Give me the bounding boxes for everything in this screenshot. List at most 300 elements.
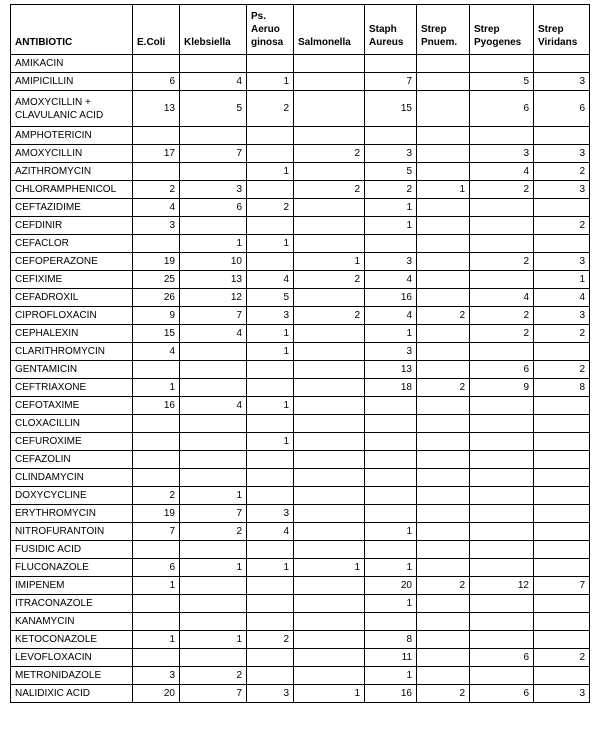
- count-cell-strep-viridans: 2: [534, 649, 590, 667]
- column-header-strep-pyogenes: Strep Pyogenes: [470, 5, 534, 55]
- count-cell-strep-pyogenes: [470, 631, 534, 649]
- table-row: [11, 343, 590, 361]
- count-cell-klebsiella: 1: [180, 559, 247, 577]
- column-header-salmonella: Salmonella: [294, 5, 365, 55]
- count-cell-klebsiella: 2: [180, 667, 247, 685]
- antibiotic-name-cell: CLINDAMYCIN: [11, 469, 133, 487]
- count-cell-e-coli: [133, 127, 180, 145]
- table-row: [11, 73, 590, 91]
- antibiotic-name-cell: NITROFURANTOIN: [11, 523, 133, 541]
- table-row: [11, 361, 590, 379]
- count-cell-strep-viridans: [534, 613, 590, 631]
- count-cell-staph-aureus: [365, 415, 417, 433]
- count-cell-ps-aeruginosa: 4: [247, 523, 294, 541]
- count-cell-ps-aeruginosa: 1: [247, 163, 294, 181]
- count-cell-salmonella: 1: [294, 685, 365, 703]
- count-cell-ps-aeruginosa: 3: [247, 685, 294, 703]
- count-cell-strep-viridans: 2: [534, 361, 590, 379]
- table-row: [11, 127, 590, 145]
- count-cell-strep-viridans: 7: [534, 577, 590, 595]
- count-cell-strep-pneum: [417, 289, 470, 307]
- count-cell-e-coli: 2: [133, 181, 180, 199]
- count-cell-staph-aureus: [365, 397, 417, 415]
- count-cell-strep-pneum: [417, 361, 470, 379]
- table-row: [11, 631, 590, 649]
- count-cell-strep-pyogenes: [470, 127, 534, 145]
- count-cell-ps-aeruginosa: 3: [247, 505, 294, 523]
- count-cell-strep-pyogenes: 4: [470, 289, 534, 307]
- count-cell-staph-aureus: 1: [365, 595, 417, 613]
- count-cell-klebsiella: [180, 451, 247, 469]
- antibiotic-name-cell: AMPHOTERICIN: [11, 127, 133, 145]
- count-cell-e-coli: [133, 433, 180, 451]
- count-cell-staph-aureus: 16: [365, 289, 417, 307]
- count-cell-staph-aureus: 16: [365, 685, 417, 703]
- count-cell-strep-pneum: 2: [417, 685, 470, 703]
- count-cell-strep-pyogenes: 2: [470, 253, 534, 271]
- count-cell-salmonella: [294, 163, 365, 181]
- table-row: [11, 55, 590, 73]
- count-cell-strep-pneum: [417, 523, 470, 541]
- antibiotic-name-cell: AMIKACIN: [11, 55, 133, 73]
- count-cell-strep-pyogenes: [470, 235, 534, 253]
- count-cell-salmonella: [294, 451, 365, 469]
- antibiotic-name-cell: ERYTHROMYCIN: [11, 505, 133, 523]
- antibiotic-name-cell: CHLORAMPHENICOL: [11, 181, 133, 199]
- count-cell-e-coli: 9: [133, 307, 180, 325]
- antibiotic-name-cell: NALIDIXIC ACID: [11, 685, 133, 703]
- count-cell-ps-aeruginosa: 1: [247, 559, 294, 577]
- table-row: [11, 145, 590, 163]
- count-cell-salmonella: [294, 433, 365, 451]
- count-cell-strep-pneum: [417, 217, 470, 235]
- count-cell-salmonella: [294, 235, 365, 253]
- count-cell-klebsiella: [180, 415, 247, 433]
- count-cell-strep-viridans: 4: [534, 289, 590, 307]
- count-cell-strep-pneum: [417, 199, 470, 217]
- count-cell-klebsiella: [180, 613, 247, 631]
- count-cell-strep-pyogenes: [470, 667, 534, 685]
- count-cell-ps-aeruginosa: 4: [247, 271, 294, 289]
- table-row: [11, 235, 590, 253]
- count-cell-e-coli: 1: [133, 379, 180, 397]
- count-cell-klebsiella: [180, 649, 247, 667]
- antibiotic-name-cell: CEFOTAXIME: [11, 397, 133, 415]
- count-cell-strep-viridans: [534, 667, 590, 685]
- antibiotic-name-cell: CEFIXIME: [11, 271, 133, 289]
- count-cell-staph-aureus: [365, 127, 417, 145]
- count-cell-strep-pyogenes: 9: [470, 379, 534, 397]
- count-cell-ps-aeruginosa: [247, 127, 294, 145]
- count-cell-staph-aureus: 13: [365, 361, 417, 379]
- count-cell-strep-pyogenes: 12: [470, 577, 534, 595]
- count-cell-salmonella: [294, 649, 365, 667]
- count-cell-salmonella: [294, 613, 365, 631]
- count-cell-strep-pyogenes: [470, 55, 534, 73]
- count-cell-strep-viridans: [534, 127, 590, 145]
- antibiotic-name-cell: CLARITHROMYCIN: [11, 343, 133, 361]
- count-cell-strep-pneum: 2: [417, 379, 470, 397]
- count-cell-strep-viridans: 1: [534, 271, 590, 289]
- count-cell-ps-aeruginosa: [247, 541, 294, 559]
- count-cell-e-coli: 19: [133, 505, 180, 523]
- count-cell-e-coli: 2: [133, 487, 180, 505]
- count-cell-staph-aureus: 3: [365, 253, 417, 271]
- count-cell-staph-aureus: [365, 613, 417, 631]
- count-cell-strep-viridans: 3: [534, 73, 590, 91]
- count-cell-ps-aeruginosa: 2: [247, 631, 294, 649]
- count-cell-strep-pyogenes: 6: [470, 649, 534, 667]
- antibiotic-name-cell: CEFADROXIL: [11, 289, 133, 307]
- count-cell-klebsiella: [180, 595, 247, 613]
- count-cell-staph-aureus: 7: [365, 73, 417, 91]
- count-cell-ps-aeruginosa: [247, 667, 294, 685]
- count-cell-staph-aureus: [365, 541, 417, 559]
- count-cell-e-coli: 26: [133, 289, 180, 307]
- count-cell-salmonella: 1: [294, 253, 365, 271]
- table-row: [11, 163, 590, 181]
- table-row: [11, 451, 590, 469]
- count-cell-strep-viridans: 3: [534, 685, 590, 703]
- count-cell-strep-pyogenes: [470, 487, 534, 505]
- count-cell-strep-pneum: [417, 253, 470, 271]
- count-cell-klebsiella: 13: [180, 271, 247, 289]
- antibiotic-name-cell: CLOXACILLIN: [11, 415, 133, 433]
- count-cell-strep-pneum: [417, 613, 470, 631]
- count-cell-e-coli: [133, 235, 180, 253]
- count-cell-ps-aeruginosa: [247, 181, 294, 199]
- antibiotic-name-cell: CEFTRIAXONE: [11, 379, 133, 397]
- count-cell-klebsiella: 7: [180, 307, 247, 325]
- count-cell-klebsiella: 7: [180, 505, 247, 523]
- table-row: [11, 325, 590, 343]
- count-cell-strep-viridans: [534, 433, 590, 451]
- count-cell-strep-pyogenes: 5: [470, 73, 534, 91]
- count-cell-salmonella: [294, 55, 365, 73]
- count-cell-salmonella: [294, 523, 365, 541]
- table-row: [11, 199, 590, 217]
- count-cell-staph-aureus: [365, 433, 417, 451]
- count-cell-ps-aeruginosa: [247, 145, 294, 163]
- count-cell-klebsiella: [180, 469, 247, 487]
- count-cell-klebsiella: [180, 379, 247, 397]
- count-cell-strep-pneum: [417, 667, 470, 685]
- count-cell-salmonella: [294, 595, 365, 613]
- count-cell-staph-aureus: 15: [365, 91, 417, 127]
- count-cell-strep-viridans: 3: [534, 253, 590, 271]
- antibiotic-name-cell: CEFAZOLIN: [11, 451, 133, 469]
- count-cell-strep-pyogenes: [470, 559, 534, 577]
- count-cell-staph-aureus: [365, 235, 417, 253]
- count-cell-ps-aeruginosa: 1: [247, 433, 294, 451]
- count-cell-strep-viridans: [534, 55, 590, 73]
- count-cell-strep-pyogenes: [470, 199, 534, 217]
- count-cell-ps-aeruginosa: [247, 55, 294, 73]
- column-header-strep-viridans: Strep Viridans: [534, 5, 590, 55]
- table-row: [11, 433, 590, 451]
- count-cell-klebsiella: [180, 163, 247, 181]
- count-cell-klebsiella: [180, 343, 247, 361]
- count-cell-salmonella: [294, 91, 365, 127]
- count-cell-staph-aureus: 1: [365, 325, 417, 343]
- count-cell-strep-viridans: [534, 415, 590, 433]
- count-cell-staph-aureus: 18: [365, 379, 417, 397]
- antibiotic-name-cell: CEFACLOR: [11, 235, 133, 253]
- count-cell-salmonella: [294, 667, 365, 685]
- count-cell-salmonella: 2: [294, 145, 365, 163]
- table-row: [11, 685, 590, 703]
- count-cell-strep-pneum: [417, 271, 470, 289]
- count-cell-ps-aeruginosa: [247, 613, 294, 631]
- antibiotic-name-cell: KANAMYCIN: [11, 613, 133, 631]
- count-cell-strep-viridans: 2: [534, 217, 590, 235]
- count-cell-ps-aeruginosa: [247, 379, 294, 397]
- count-cell-strep-pyogenes: [470, 505, 534, 523]
- count-cell-staph-aureus: 2: [365, 181, 417, 199]
- count-cell-staph-aureus: 11: [365, 649, 417, 667]
- count-cell-e-coli: 3: [133, 667, 180, 685]
- count-cell-strep-pyogenes: [470, 271, 534, 289]
- count-cell-strep-pyogenes: [470, 415, 534, 433]
- count-cell-e-coli: 4: [133, 199, 180, 217]
- table-row: [11, 523, 590, 541]
- antibiotic-name-cell: AMIPICILLIN: [11, 73, 133, 91]
- count-cell-e-coli: 1: [133, 577, 180, 595]
- count-cell-strep-pneum: [417, 487, 470, 505]
- antibiotic-name-cell: GENTAMICIN: [11, 361, 133, 379]
- count-cell-klebsiella: [180, 361, 247, 379]
- count-cell-e-coli: [133, 541, 180, 559]
- antibiotic-name-cell: AMOXYCILLIN: [11, 145, 133, 163]
- count-cell-klebsiella: [180, 55, 247, 73]
- count-cell-e-coli: [133, 361, 180, 379]
- count-cell-salmonella: [294, 631, 365, 649]
- count-cell-salmonella: [294, 469, 365, 487]
- count-cell-ps-aeruginosa: [247, 649, 294, 667]
- count-cell-e-coli: 3: [133, 217, 180, 235]
- count-cell-klebsiella: 5: [180, 91, 247, 127]
- count-cell-salmonella: 1: [294, 559, 365, 577]
- count-cell-klebsiella: 1: [180, 631, 247, 649]
- count-cell-strep-viridans: [534, 397, 590, 415]
- antibiotic-name-cell: CEFUROXIME: [11, 433, 133, 451]
- count-cell-staph-aureus: [365, 469, 417, 487]
- table-row: [11, 397, 590, 415]
- header-row: [11, 5, 590, 55]
- count-cell-ps-aeruginosa: 1: [247, 235, 294, 253]
- count-cell-ps-aeruginosa: [247, 217, 294, 235]
- count-cell-ps-aeruginosa: 1: [247, 73, 294, 91]
- count-cell-strep-pneum: [417, 397, 470, 415]
- column-header-staph-aureus: Staph Aureus: [365, 5, 417, 55]
- count-cell-klebsiella: [180, 541, 247, 559]
- antibiotic-name-cell: FUSIDIC ACID: [11, 541, 133, 559]
- antibiotic-name-cell: IMIPENEM: [11, 577, 133, 595]
- count-cell-salmonella: [294, 397, 365, 415]
- count-cell-strep-pneum: [417, 559, 470, 577]
- count-cell-strep-pneum: 2: [417, 307, 470, 325]
- antibiotic-name-cell: AMOXYCILLIN + CLAVULANIC ACID: [11, 91, 133, 127]
- count-cell-salmonella: [294, 343, 365, 361]
- count-cell-staph-aureus: 20: [365, 577, 417, 595]
- table-row: [11, 469, 590, 487]
- table-row: [11, 91, 590, 127]
- table-row: [11, 505, 590, 523]
- count-cell-strep-pyogenes: [470, 469, 534, 487]
- table-body: [11, 55, 590, 703]
- count-cell-strep-viridans: 3: [534, 307, 590, 325]
- count-cell-ps-aeruginosa: [247, 577, 294, 595]
- count-cell-ps-aeruginosa: 2: [247, 199, 294, 217]
- count-cell-salmonella: [294, 127, 365, 145]
- antibiotic-name-cell: CEFTAZIDIME: [11, 199, 133, 217]
- count-cell-strep-pyogenes: [470, 613, 534, 631]
- count-cell-ps-aeruginosa: 2: [247, 91, 294, 127]
- count-cell-salmonella: [294, 361, 365, 379]
- count-cell-strep-pyogenes: 6: [470, 361, 534, 379]
- count-cell-strep-viridans: 6: [534, 91, 590, 127]
- count-cell-ps-aeruginosa: [247, 451, 294, 469]
- count-cell-strep-viridans: [534, 523, 590, 541]
- count-cell-e-coli: [133, 613, 180, 631]
- count-cell-salmonella: [294, 73, 365, 91]
- count-cell-strep-pneum: [417, 145, 470, 163]
- table-row: [11, 415, 590, 433]
- count-cell-e-coli: 25: [133, 271, 180, 289]
- count-cell-salmonella: [294, 289, 365, 307]
- count-cell-salmonella: [294, 415, 365, 433]
- table-row: [11, 253, 590, 271]
- count-cell-klebsiella: [180, 577, 247, 595]
- table-row: [11, 217, 590, 235]
- count-cell-strep-pneum: [417, 73, 470, 91]
- antibiotic-name-cell: CIPROFLOXACIN: [11, 307, 133, 325]
- table-row: [11, 577, 590, 595]
- count-cell-klebsiella: 7: [180, 685, 247, 703]
- table-row: [11, 307, 590, 325]
- count-cell-salmonella: [294, 199, 365, 217]
- count-cell-salmonella: 2: [294, 181, 365, 199]
- count-cell-strep-pneum: [417, 235, 470, 253]
- antibiotic-name-cell: METRONIDAZOLE: [11, 667, 133, 685]
- count-cell-ps-aeruginosa: 1: [247, 343, 294, 361]
- count-cell-ps-aeruginosa: [247, 469, 294, 487]
- antibiotic-name-cell: CEPHALEXIN: [11, 325, 133, 343]
- count-cell-strep-pneum: [417, 163, 470, 181]
- count-cell-ps-aeruginosa: [247, 415, 294, 433]
- count-cell-strep-viridans: 3: [534, 181, 590, 199]
- antibiotic-name-cell: CEFDINIR: [11, 217, 133, 235]
- antibiotic-name-cell: CEFOPERAZONE: [11, 253, 133, 271]
- column-header-e-coli: E.Coli: [133, 5, 180, 55]
- count-cell-strep-pneum: [417, 631, 470, 649]
- count-cell-strep-viridans: 3: [534, 145, 590, 163]
- count-cell-strep-viridans: [534, 451, 590, 469]
- count-cell-staph-aureus: 1: [365, 217, 417, 235]
- antibiotic-name-cell: FLUCONAZOLE: [11, 559, 133, 577]
- count-cell-strep-pyogenes: [470, 595, 534, 613]
- table-row: [11, 595, 590, 613]
- count-cell-staph-aureus: 1: [365, 559, 417, 577]
- count-cell-strep-viridans: 2: [534, 325, 590, 343]
- count-cell-klebsiella: 10: [180, 253, 247, 271]
- table-row: [11, 559, 590, 577]
- antibiotic-table: [10, 4, 590, 703]
- column-header-strep-pneum: Strep Pnuem.: [417, 5, 470, 55]
- count-cell-strep-viridans: 2: [534, 163, 590, 181]
- count-cell-staph-aureus: 4: [365, 271, 417, 289]
- count-cell-e-coli: 7: [133, 523, 180, 541]
- count-cell-strep-viridans: [534, 631, 590, 649]
- count-cell-strep-viridans: [534, 541, 590, 559]
- count-cell-strep-pneum: [417, 325, 470, 343]
- count-cell-strep-pneum: [417, 55, 470, 73]
- count-cell-klebsiella: 4: [180, 397, 247, 415]
- count-cell-salmonella: 2: [294, 271, 365, 289]
- antibiotic-sensitivity-sheet: [10, 4, 590, 703]
- column-header-antibiotic: ANTIBIOTIC: [11, 5, 133, 55]
- antibiotic-name-cell: AZITHROMYCIN: [11, 163, 133, 181]
- count-cell-strep-viridans: [534, 487, 590, 505]
- count-cell-staph-aureus: 4: [365, 307, 417, 325]
- count-cell-strep-viridans: [534, 559, 590, 577]
- count-cell-klebsiella: 2: [180, 523, 247, 541]
- count-cell-strep-pneum: 1: [417, 181, 470, 199]
- count-cell-klebsiella: 4: [180, 325, 247, 343]
- table-row: [11, 181, 590, 199]
- count-cell-strep-pyogenes: [470, 451, 534, 469]
- count-cell-strep-pneum: [417, 91, 470, 127]
- count-cell-strep-viridans: [534, 505, 590, 523]
- count-cell-staph-aureus: 1: [365, 523, 417, 541]
- count-cell-e-coli: 20: [133, 685, 180, 703]
- count-cell-e-coli: 6: [133, 73, 180, 91]
- count-cell-staph-aureus: 3: [365, 145, 417, 163]
- count-cell-salmonella: [294, 505, 365, 523]
- count-cell-strep-pyogenes: 2: [470, 307, 534, 325]
- count-cell-e-coli: 16: [133, 397, 180, 415]
- count-cell-klebsiella: 7: [180, 145, 247, 163]
- count-cell-salmonella: [294, 379, 365, 397]
- count-cell-strep-pyogenes: 4: [470, 163, 534, 181]
- count-cell-strep-pyogenes: 6: [470, 91, 534, 127]
- count-cell-e-coli: 1: [133, 631, 180, 649]
- table-row: [11, 487, 590, 505]
- table-row: [11, 271, 590, 289]
- count-cell-e-coli: 13: [133, 91, 180, 127]
- count-cell-strep-pyogenes: 6: [470, 685, 534, 703]
- table-row: [11, 649, 590, 667]
- count-cell-e-coli: [133, 649, 180, 667]
- count-cell-klebsiella: [180, 217, 247, 235]
- count-cell-strep-pyogenes: [470, 523, 534, 541]
- count-cell-salmonella: [294, 577, 365, 595]
- count-cell-klebsiella: 4: [180, 73, 247, 91]
- count-cell-strep-pyogenes: 2: [470, 181, 534, 199]
- count-cell-strep-viridans: [534, 595, 590, 613]
- count-cell-e-coli: [133, 415, 180, 433]
- count-cell-strep-pneum: [417, 451, 470, 469]
- count-cell-strep-pneum: [417, 415, 470, 433]
- count-cell-strep-pneum: [417, 649, 470, 667]
- count-cell-klebsiella: 1: [180, 235, 247, 253]
- count-cell-salmonella: [294, 217, 365, 235]
- count-cell-klebsiella: 12: [180, 289, 247, 307]
- count-cell-klebsiella: [180, 127, 247, 145]
- count-cell-ps-aeruginosa: [247, 253, 294, 271]
- count-cell-strep-pyogenes: [470, 541, 534, 559]
- count-cell-e-coli: 17: [133, 145, 180, 163]
